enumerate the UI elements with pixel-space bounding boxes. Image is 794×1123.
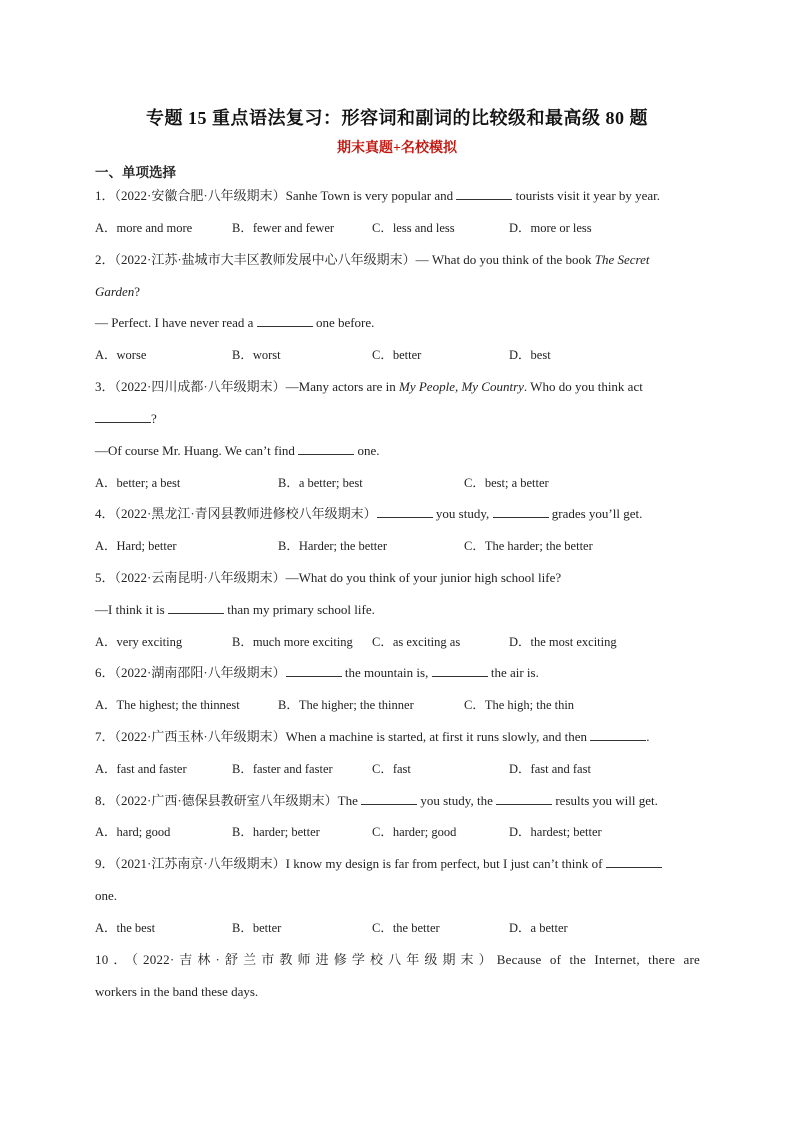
question-10-stem-cont: workers in the band these days. — [95, 984, 259, 999]
option-b: B．better — [232, 921, 282, 935]
answer-blank — [168, 601, 224, 614]
question-1-stem: 1．（2022·安徽合肥·八年级期末）Sanhe Town is very popular and tourists visit it year by year. — [95, 188, 661, 203]
option-c: C．The harder; the better — [464, 539, 593, 553]
option-b: B．faster and faster — [232, 762, 333, 776]
option-a: A．fast and faster — [95, 762, 187, 776]
option-d: D．a better — [509, 921, 568, 935]
option-b: B．a better; best — [278, 476, 363, 490]
question-3-stem-cont: ? — [95, 410, 700, 428]
option-a: A．very exciting — [95, 635, 183, 649]
option-b: B．fewer and fewer — [232, 221, 335, 235]
answer-blank — [298, 442, 354, 455]
option-c: C．best; a better — [464, 476, 549, 490]
option-b: B．harder; better — [232, 825, 320, 839]
section-heading: 一、单项选择 — [95, 165, 176, 180]
option-d: D．the most exciting — [509, 635, 617, 649]
question-4-stem: 4．（2022·黑龙江·青冈县教师进修校八年级期末） you study, grades you’ll get. — [95, 506, 643, 521]
option-d: D．fast and fast — [509, 762, 591, 776]
answer-blank — [496, 792, 552, 805]
answer-blank — [456, 187, 512, 200]
option-c: C．fast — [372, 762, 411, 776]
option-a: A．The highest; the thinnest — [95, 698, 240, 712]
option-d: D．best — [509, 348, 551, 362]
option-b: B．Harder; the better — [278, 539, 387, 553]
question-9-stem-cont: one. — [95, 888, 118, 903]
question-5-dialog: —I think it is than my primary school life. — [95, 602, 375, 617]
question-7-stem: 7．（2022·广西玉林·八年级期末）When a machine is started, at first it runs slowly, and then . — [95, 729, 650, 744]
answer-blank — [606, 855, 662, 868]
option-d: D．more or less — [509, 221, 592, 235]
answer-blank — [590, 728, 646, 741]
answer-blank — [257, 314, 313, 327]
question-2-stem: 2．（2022·江苏·盐城市大丰区教师发展中心八年级期末）— What do you think of the book The Secret — [95, 252, 650, 267]
option-c: C．as exciting as — [372, 635, 461, 649]
option-a: A．hard; good — [95, 825, 171, 839]
answer-blank — [377, 505, 433, 518]
option-a: A．Hard; better — [95, 539, 177, 553]
option-b: B．much more exciting — [232, 635, 353, 649]
option-a: A．worse — [95, 348, 147, 362]
option-b: B．worst — [232, 348, 281, 362]
option-a: A．the best — [95, 921, 156, 935]
option-c: C．better — [372, 348, 422, 362]
option-c: C．less and less — [372, 221, 455, 235]
answer-blank — [361, 792, 417, 805]
option-c: C．The high; the thin — [464, 698, 575, 712]
question-6-stem: 6．（2022·湖南邵阳·八年级期末） the mountain is, the air is. — [95, 665, 539, 680]
question-2-dialog: — Perfect. I have never read a one before. — [95, 315, 375, 330]
option-d: D．hardest; better — [509, 825, 602, 839]
option-a: A．more and more — [95, 221, 193, 235]
question-5-stem: 5．（2022·云南昆明·八年级期末）—What do you think of your junior high school life? — [95, 570, 562, 585]
answer-blank — [493, 505, 549, 518]
option-a: A．better; a best — [95, 476, 181, 490]
question-2-stem-cont: Garden? — [95, 284, 141, 299]
question-9-stem: 9．（2021·江苏南京·八年级期末）I know my design is far from perfect, but I just can’t think of — [95, 855, 700, 873]
page-subtitle: 期末真题+名校模拟 — [337, 141, 457, 156]
question-3-dialog: —Of course Mr. Huang. We can’t find one. — [95, 443, 380, 458]
question-8-stem: 8．（2022·广西·德保县教研室八年级期末）The you study, the results you will get. — [95, 793, 658, 808]
answer-blank — [95, 410, 151, 423]
page-title: 专题 15 重点语法复习：形容词和副词的比较级和最高级 80 题 — [146, 108, 648, 128]
option-b: B．The higher; the thinner — [278, 698, 414, 712]
answer-blank — [286, 664, 342, 677]
option-c: C．the better — [372, 921, 440, 935]
answer-blank — [432, 664, 488, 677]
question-10-stem: 10．（2022·吉林·舒兰市教师进修学校八年级期末）Because of the Internet, there are — [95, 952, 700, 967]
option-c: C．harder; good — [372, 825, 457, 839]
question-3-stem: 3．（2022·四川成都·八年级期末）—Many actors are in My People, My Country. Who do you think act — [95, 379, 643, 394]
